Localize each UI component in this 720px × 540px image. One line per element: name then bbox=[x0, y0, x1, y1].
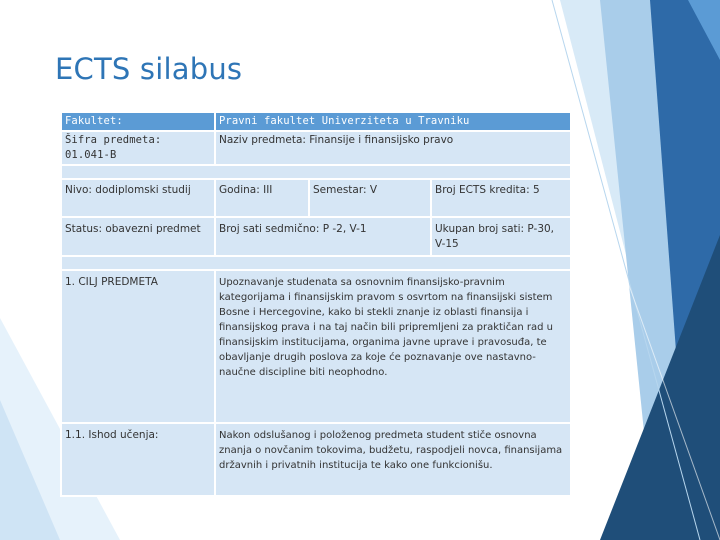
ects-credits: Broj ECTS kredita: 5 bbox=[431, 179, 571, 217]
spacer-row bbox=[61, 256, 571, 270]
syllabus-table bbox=[60, 111, 572, 497]
course-code: Šifra predmeta: 01.041-B bbox=[61, 131, 215, 165]
study-year: Godina: III bbox=[215, 179, 309, 217]
course-status: Status: obavezni predmet bbox=[61, 217, 215, 256]
goal-row bbox=[61, 270, 571, 423]
study-level: Nivo: dodiplomski studij bbox=[61, 179, 215, 217]
weekly-hours: Broj sati sedmično: P -2, V-1 bbox=[215, 217, 431, 256]
slide-title: ECTS silabus bbox=[55, 52, 243, 86]
outcome-text: Nakon odslušanog i položenog predmeta student stiče osnovna znanja o novčanim tokovima, budžetu, raspodjeli novca, finansijama državnih i privatnih institucija te kako one funkcionišu. bbox=[215, 423, 571, 496]
outcome-row bbox=[61, 423, 571, 496]
semester: Semestar: V bbox=[309, 179, 431, 217]
table-header-row bbox=[61, 112, 571, 131]
course-row bbox=[61, 131, 571, 165]
outcome-label: 1.1. Ishod učenja: bbox=[61, 423, 215, 496]
goal-text: Upoznavanje studenata sa osnovnim finansijsko-pravnim kategorijama i finansijskim pravom s osvrtom na finansijski sistem Bosne i Hercegovine, kako bi stekli znanje iz oblasti finansija i finansijskog prava i na taj način bili pripremljeni za praktičan rad u finansijskim institucijama, organima javne uprave i pravosuđa, te obavljanje drugih poslova za koje će poznavanje ove nastavno-naučne discipline biti neophodno. bbox=[215, 270, 571, 423]
total-hours: Ukupan broj sati: P-30, V-15 bbox=[431, 217, 571, 256]
course-name: Naziv predmeta: Finansije i finansijsko pravo bbox=[215, 131, 571, 165]
faculty-value: Pravni fakultet Univerziteta u Travniku bbox=[215, 112, 571, 131]
spacer-row bbox=[61, 165, 571, 179]
goal-label: 1. CILJ PREDMETA bbox=[61, 270, 215, 423]
status-row bbox=[61, 217, 571, 256]
level-row bbox=[61, 179, 571, 217]
faculty-label: Fakultet: bbox=[61, 112, 215, 131]
